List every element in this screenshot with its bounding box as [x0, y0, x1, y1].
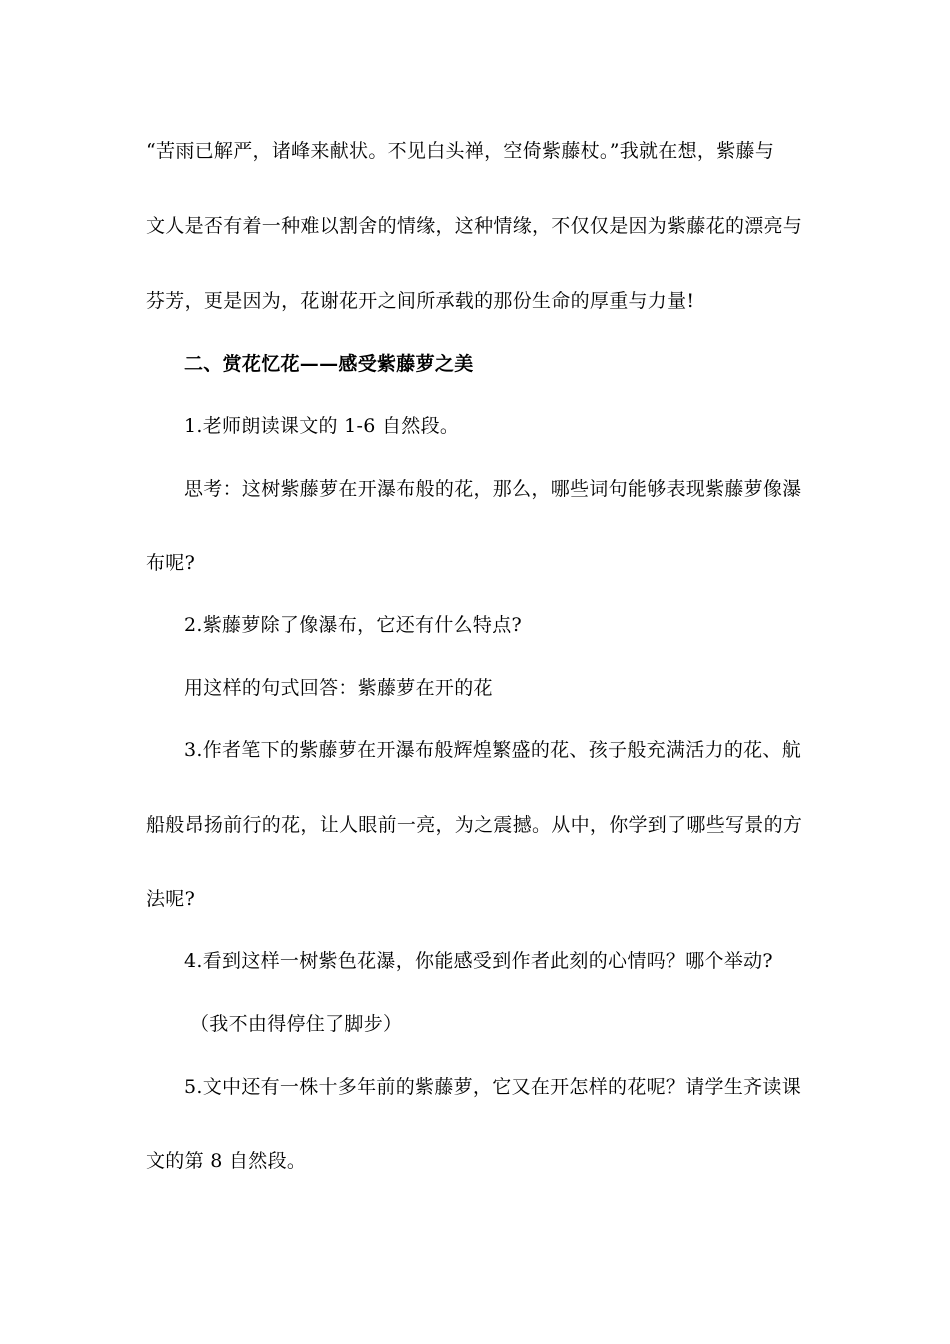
paragraph-line: “苦雨已解严，诸峰来献状。不见白头禅，空倚紫藤杖。”我就在想，紫藤与 [146, 140, 775, 162]
paragraph-line: 3.作者笔下的紫藤萝在开瀑布般辉煌繁盛的花、孩子般充满活力的花、航 [184, 739, 802, 761]
paragraph-line: 文人是否有着一种难以割舍的情缘，这种情缘，不仅仅是因为紫藤花的漂亮与 [146, 215, 803, 237]
paragraph-line: 5.文中还有一株十多年前的紫藤萝，它又在开怎样的花呢？请学生齐读课 [184, 1076, 802, 1098]
paragraph-line: 4.看到这样一树紫色花瀑，你能感受到作者此刻的心情吗？哪个举动? [184, 950, 773, 972]
paragraph-line: 芬芳，更是因为，花谢花开之间所承载的那份生命的厚重与力量! [146, 290, 695, 312]
paragraph-line: 文的第 8 自然段。 [146, 1150, 307, 1172]
paragraph-line: 1.老师朗读课文的 1-6 自然段。 [184, 415, 460, 437]
paragraph-line: 布呢? [146, 552, 196, 574]
paragraph-line: 思考：这树紫藤萝在开瀑布般的花，那么，哪些词句能够表现紫藤萝像瀑 [184, 478, 802, 500]
paragraph-line: 法呢? [146, 888, 196, 910]
paragraph-line: 用这样的句式回答：紫藤萝在开的花 [184, 677, 493, 699]
paragraph-line: （我不由得停住了脚步） [190, 1013, 403, 1035]
section-heading: 二、赏花忆花——感受紫藤萝之美 [184, 353, 474, 375]
paragraph-line: 船般昂扬前行的花，让人眼前一亮，为之震撼。从中，你学到了哪些写景的方 [146, 814, 803, 836]
paragraph-line: 2.紫藤萝除了像瀑布，它还有什么特点? [184, 614, 523, 636]
